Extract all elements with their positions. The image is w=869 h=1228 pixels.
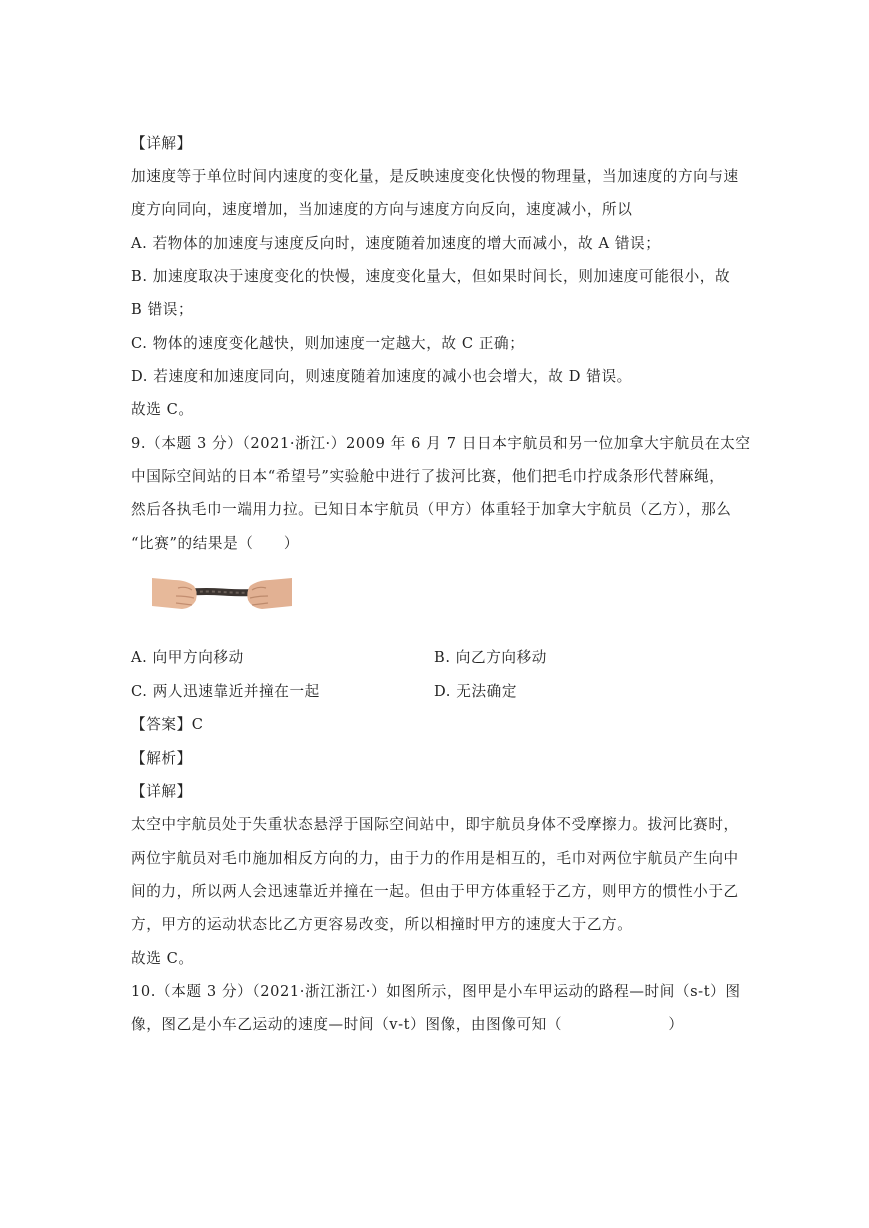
question-9-line: 9.（本题 3 分）（2021·浙江·）2009 年 6 月 7 日日本宇航员和另一位加拿大宇航员在太空 xyxy=(131,435,751,452)
text-line: B. 加速度取决于速度变化的快慢，速度变化量大，但如果时间长，则加速度可能很小，故 xyxy=(131,268,731,285)
text-line: 太空中宇航员处于失重状态悬浮于国际空间站中，即宇航员身体不受摩擦力。拔河比赛时， xyxy=(131,816,739,833)
option-c: C. 两人迅速靠近并撞在一起 xyxy=(131,683,320,700)
text-line: 故选 C。 xyxy=(131,401,194,418)
text-line: A. 若物体的加速度与速度反向时，速度随着加速度的增大而减小，故 A 错误； xyxy=(131,235,661,252)
option-d: D. 无法确定 xyxy=(434,683,518,700)
text-line: C. 物体的速度变化越快，则加速度一定越大，故 C 正确； xyxy=(131,335,525,352)
text-line: B 错误； xyxy=(131,301,194,318)
tug-of-war-towel-image xyxy=(152,566,292,616)
text-line: 两位宇航员对毛巾施加相反方向的力，由于力的作用是相互的，毛巾对两位宇航员产生向中 xyxy=(131,850,739,867)
text-line: D. 若速度和加速度同向，则速度随着加速度的减小也会增大，故 D 错误。 xyxy=(131,368,632,385)
answer: 【答案】C xyxy=(131,716,204,733)
option-a: A. 向甲方向移动 xyxy=(131,649,244,666)
option-b: B. 向乙方向移动 xyxy=(434,649,547,666)
detail-heading: 【详解】 xyxy=(131,783,192,800)
text-line: 加速度等于单位时间内速度的变化量，是反映速度变化快慢的物理量，当加速度的方向与速 xyxy=(131,168,739,185)
question-9-line: 中国际空间站的日本“希望号”实验舱中进行了拔河比赛，他们把毛巾拧成条形代替麻绳， xyxy=(131,468,725,485)
text-line: 方，甲方的运动状态比乙方更容易改变，所以相撞时甲方的速度大于乙方。 xyxy=(131,916,633,933)
text-line: 间的力，所以两人会迅速靠近并撞在一起。但由于甲方体重轻于乙方，则甲方的惯性小于乙 xyxy=(131,883,739,900)
text-line: 故选 C。 xyxy=(131,950,194,967)
analysis-heading: 【解析】 xyxy=(131,750,192,767)
question-10-line: 10.（本题 3 分）（2021·浙江浙江·）如图所示，图甲是小车甲运动的路程—时间（s-t）图 xyxy=(131,983,741,1000)
text-line: 度方向同向，速度增加，当加速度的方向与速度方向反向，速度减小，所以 xyxy=(131,201,633,218)
detail-heading: 【详解】 xyxy=(131,135,192,152)
question-9-line: 然后各执毛巾一端用力拉。已知日本宇航员（甲方）体重轻于加拿大宇航员（乙方），那么 xyxy=(131,501,732,518)
question-9-line: “比赛”的结果是（ ） xyxy=(131,535,300,552)
question-10-line: 像，图乙是小车乙运动的速度—时间（v-t）图像，由图像可知（ ） xyxy=(131,1016,684,1033)
